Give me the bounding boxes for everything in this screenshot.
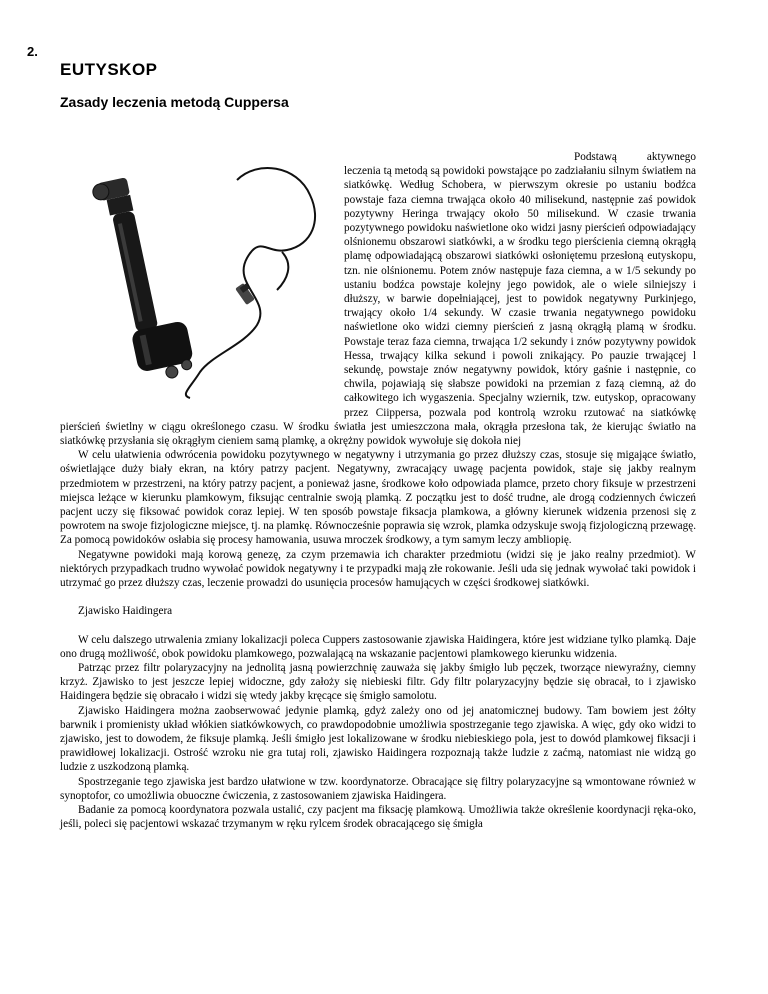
paragraph-4: W celu dalszego utrwalenia zmiany lokalizacji poleca Cuppers zastosowanie zjawiska Haidingera, które jest widziane tylko plamką. Daje ono drugą możliwość, obok powidoku plamkowego, pozwalającą na wskazanie pacjentowi plamkowego kierunku widzenia.: [60, 633, 696, 660]
paragraph-3: Negatywne powidoki mają korową genezę, za czym przemawia ich charakter przedmiotu (widzi się je jako realny przedmiot). W niektórych przypadkach trudno wywołać powidok negatywny i te przypadki mają złe rokowanie. Jeśli uda się jednak wywołać taki powidok i utrzymać go przez dłuższy czas, leczenie prowadzi do usunięcia procesów hamujących w części środkowej siatkówki.: [60, 548, 696, 590]
image-spacer: [60, 150, 344, 410]
section-heading-haidinger: Zjawisko Haidingera: [78, 605, 173, 618]
paragraph-1: Podstawą aktywnego leczenia tą metodą są powidoki powstające po zadziałaniu silnym światłem na siatkówkę. Według Schobera, w pierwszym okresie po ustaniu bodźca powstaje faza ciemna trwająca około 40 milisekund, następnie zaś powidok pozytywny Heringa trwający około 50 milisekund. W czasie trwania pozytywnego powidoku naświetlone oko widzi jasny pierścień odpowiadający olśnionemu obszarowi siatkówki, a w środku tego pierścienia ciemną okrągłą plamę odpowiadającą obszarowi siatkówki osłoniętemu przesłoną eutyskopu, tzn. nie olśnionemu. Potem znów następuje faza ciemna, a w 1/5 sekundy po ustaniu bodźca powstaje kolejny jego powidok, ale o wiele silniejszy i dłuższy, w barwie dopełniającej, jest to powidok negatywny Purkinjego, trwający około 1/4 sekundy. W czasie trwania negatywnego powidoku naświetlone oko widzi ciemny pierścień z jasną okrągłą plamą w środku. Powstaje teraz faza ciemna, trwająca 1/2 sekundy i znów pozytywny powidok Hessa, trwający kilka sekund i powoli znikający. Po pauzie trwającej l sekundę, powstaje znów negatywny powidok, który gaśnie i następnie, co chwila, pojawiają się słabsze powidoki na przemian z fazą ciemną, aż do całkowitego ich wygaszenia. Specjalny wziernik, tzw. eutyskop, opracowany przez Ciippersa, pozwala pod kontrolą wzroku rzutować na siatkówkę pierścień świetlny w ciągu określonego czasu. W środku światła jest umieszczona mała, okrągła przesłona tak, że kierując światło na siatkówkę przysłania się okrągłym cieniem samą plamkę, a okrężny powidok wywołuje się dokoła niej: [60, 151, 696, 448]
document-title: EUTYSKOP: [60, 60, 158, 79]
paragraph-8: Badanie za pomocą koordynatora pozwala ustalić, czy pacjent ma fiksację plamkową. Umożliwia także określenie koordynacji ręka-oko, jeśli, poleci się pacjentowi wskazać trzymanym w ręku rylcem środek obracającego się śmigła: [60, 803, 696, 831]
paragraph-2: W celu ułatwienia odwrócenia powidoku pozytywnego w negatywny i utrzymania go przez dłuższy czas, stosuje się migające światło, oświetlające duży biały ekran, na który patrzy pacjent. Negatywny, zwracający uwagę pacjenta powidok, staje się jakby realnym przedmiotem w przestrzeni, na który patrzy pacjent, a ponieważ jasne, środkowe koło odpowiada plamce, przeto chory fiksuje w przestrzeni miejsca leżące w kierunku plamkowym, fiksując centralnie swoją plamką. Z początku jest to dość trudne, ale drogą codziennych ćwiczeń pacjent uczy się fiksować powidok coraz lepiej. W ten sposób powstaje fiksacja plamkowa, a główny kierunek widzenia przenosi się z powrotem na swoje fizjologiczne miejsce, tj. na plamkę. Równocześnie poprawia się wzrok, plamka odzyskuje swoją fizjologiczną przewagę. Za pomocą powidoków osłabia się procesy hamowania, usuwa mroczek środkowy, a tym samym leczy ambliopię.: [60, 449, 696, 547]
section-subtitle: Zasady leczenia metodą Cuppersa: [60, 94, 289, 110]
paragraph-6: Zjawisko Haidingera można zaobserwować jedynie plamką, gdyż zależy ono od jej anatomicznej budowy. Tam bowiem jest żółty barwnik i promienisty układ włókien siatkówkowych, co prawdopodobnie umożliwia spostrzeganie tego zjawiska. A więc, gdy oko widzi to zjawisko, jest to dowodem, że fiksuje plamką. Jeśli śmigło jest lokalizowane w środku niebieskiego pola, jest to dowód plamkowej fiksacji i prawidłowej lokalizacji. Ostrość wzroku nie gra tutaj roli, zjawisko Haidingera rozpoznają także ludzie z zaćmą, natomiast nie widzą go ludzie z uszkodzoną plamką.: [60, 704, 696, 774]
article-body: [60, 150, 696, 831]
paragraph-5: Patrząc przez filtr polaryzacyjny na jednolitą jasną powierzchnię zauważa się jakby śmigło lub pęczek, tworzące niewyraźny, ciemny krzyż. Zjawisko to jest jeszcze lepiej widoczne, gdy założy się niebieski filtr. Gdy filtr polaryzacyjny będzie się obracał, to i zjawisko Haidingera będzie się obracało i widzi się wtedy jakby kręcące się śmigło samolotu.: [60, 661, 696, 703]
page-number: 2.: [27, 44, 38, 59]
paragraph-7: Spostrzeganie tego zjawiska jest bardzo ułatwione w tzw. koordynatorze. Obracające się filtry polaryzacyjne są wmontowane również w synoptofor, co umożliwia obuoczne ćwiczenia, z zastosowaniem zjawiska Haidingera.: [60, 775, 696, 802]
